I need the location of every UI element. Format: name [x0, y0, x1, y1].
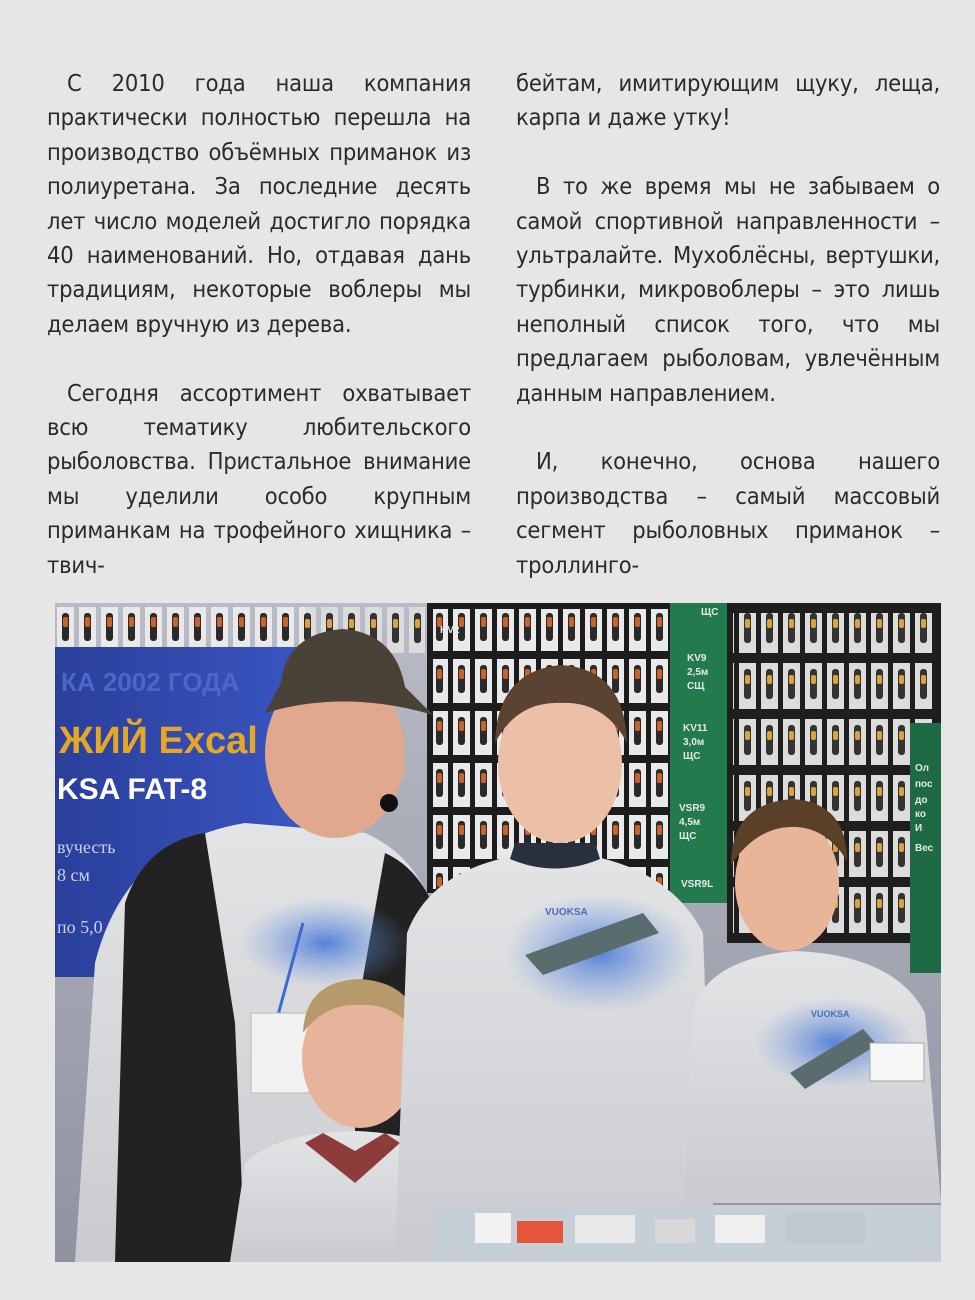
shelf-label: 2,5м: [687, 667, 709, 678]
shelf-label: СЩ: [687, 681, 705, 692]
article-paragraph: И, конечно, основа нашего производства – самый массовый сегмент рыболовных приманок – троллинго-: [516, 447, 940, 579]
article-left-column: [47, 66, 471, 582]
shelf-label: 4,5м: [679, 817, 701, 828]
shelf-label: VSR9: [679, 803, 706, 814]
banner-line: по 5,0: [57, 917, 103, 937]
exhibition-photo-illustration: [55, 603, 941, 1262]
shelf-label: ЩС: [683, 751, 701, 762]
shelf-label: KV11: [683, 723, 708, 734]
side-sign-line: ко: [915, 809, 926, 820]
banner-line: 8 см: [57, 865, 90, 885]
side-sign-line: до: [915, 795, 928, 806]
shirt-logo: VUOKSA: [545, 907, 588, 918]
shelf-label: ЩС: [679, 831, 697, 842]
shelf-label: VSR9L: [681, 879, 714, 890]
side-sign-line: пос: [915, 779, 933, 790]
side-sign-line: Ол: [915, 763, 929, 774]
article-paragraph: Сегодня ассортимент охватывает всю тематику любительского рыболовства. Пристальное внимание мы уделили особо крупным приманкам на трофейного хищника – твич-: [47, 378, 471, 579]
banner-line: вучесть: [57, 837, 116, 857]
display-counter: [435, 1205, 941, 1262]
article-right-column: [516, 66, 940, 582]
side-sign-line: Вес: [915, 843, 934, 854]
banner-line: ЖИЙ Excal: [59, 720, 258, 762]
exhibition-photo: [55, 603, 941, 1262]
shirt-logo: VUOKSA: [811, 1009, 850, 1019]
article-paragraph-continuation: бейтам, имитирующим щуку, леща, карпа и даже утку!: [516, 69, 940, 132]
shelf-label: KV2: [440, 625, 460, 636]
shelf-label: 3,0м: [683, 737, 705, 748]
side-sign-line: И: [915, 823, 923, 834]
banner-line: KSA FAT-8: [57, 773, 208, 806]
shelf-label: KV9: [687, 653, 707, 664]
banner-line: КА 2002 ГОДА: [61, 667, 240, 697]
shelf-label: ЩС: [701, 607, 719, 618]
article-paragraph: С 2010 года наша компания практически полностью перешла на производство объёмных приманок из полиуретана. За последние десять лет число моделей достигло порядка 40 наименований. Но, отдавая дань традициям, некоторые воблеры мы делаем вручную из дерева.: [47, 69, 471, 338]
article-paragraph: В то же время мы не забываем о самой спортивной направленности – ультралайте. Мухоблёсны, вертушки, турбинки, микровоблеры – это лишь неполный список того, что мы предлагаем рыболовам, увлечённым данным направлением.: [516, 172, 940, 407]
